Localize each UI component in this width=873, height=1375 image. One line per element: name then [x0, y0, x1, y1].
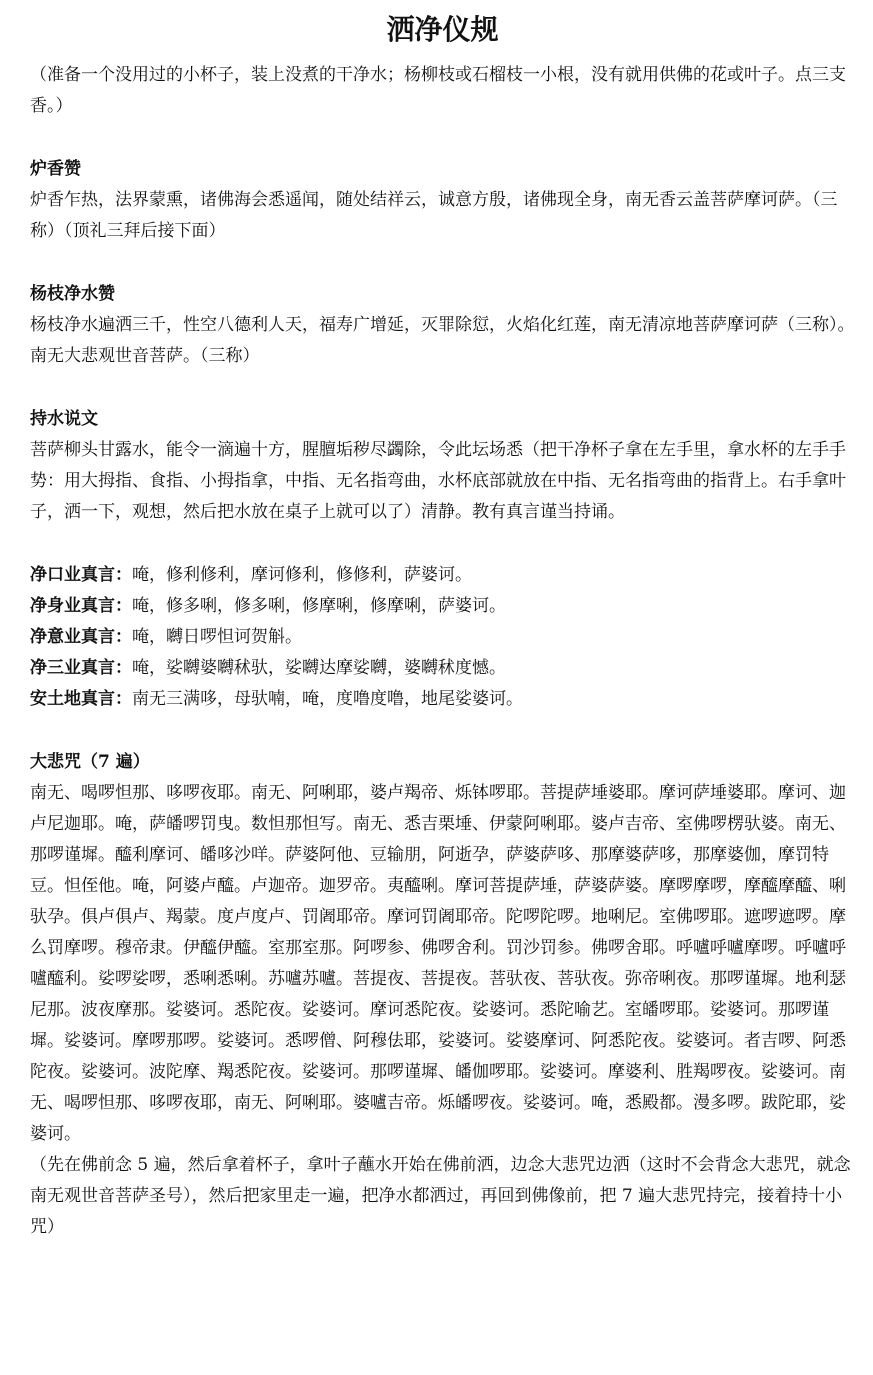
mantra-separator: ： — [115, 658, 132, 678]
section-heading: 大悲咒（7 遍） — [30, 752, 150, 772]
mantra-separator: ： — [115, 596, 132, 616]
page-title: 洒净仪规 — [386, 13, 499, 46]
mantra-text: 唵，修利修利，摩诃修利，修修利，萨婆诃。 — [132, 565, 472, 585]
mantra-line — [30, 591, 855, 622]
mantra-list — [30, 560, 855, 715]
mantra-text: 唵，娑嚩婆嚩秫驮，娑嚩达摩娑嚩，婆嚩秫度憾。 — [132, 658, 506, 678]
section-chishui — [30, 404, 855, 528]
mantra-text: 唵，修多唎，修多唎，修摩唎，修摩唎，萨婆诃。 — [132, 596, 506, 616]
mantra-separator: ： — [115, 627, 132, 647]
section-luxiang — [30, 154, 855, 247]
section-dabei — [30, 747, 855, 1243]
mantra-separator: ： — [115, 565, 132, 585]
dabei-note: （先在佛前念 5 遍，然后拿着杯子，拿叶子蘸水开始在佛前洒，边念大悲咒边洒（这时不会背念大悲咒，就念南无观世音菩萨圣号），然后把家里走一遍，把净水都洒过，再回到佛像前，把 7 遍大悲咒持完，接着持十小咒） — [30, 1155, 851, 1237]
mantra-line — [30, 653, 855, 684]
section-yangzhi — [30, 279, 855, 372]
section-heading: 杨枝净水赞 — [30, 284, 115, 304]
mantra-name: 安土地真言 — [30, 689, 115, 709]
intro-note: （准备一个没用过的小杯子，装上没煮的干净水；杨柳枝或石榴枝一小根，没有就用供佛的花或叶子。点三支香。） — [30, 65, 846, 116]
mantra-line — [30, 622, 855, 653]
section-text: 菩萨柳头甘露水，能令一滴遍十方，腥膻垢秽尽蠲除，令此坛场悉（把干净杯子拿在左手里，拿水杯的左手手势：用大拇指、食指、小拇指拿，中指、无名指弯曲，水杯底部就放在中指、无名指弯曲的指背上。右手拿叶子，洒一下，观想，然后把水放在桌子上就可以了）清静。教有真言谨当持诵。 — [30, 440, 846, 522]
section-text: 炉香乍热，法界蒙熏，诸佛海会悉遥闻，随处结祥云，诚意方殷，诸佛现全身，南无香云盖菩萨摩诃萨。（三称）（顶礼三拜后接下面） — [30, 190, 838, 241]
mantra-name: 净意业真言 — [30, 627, 115, 647]
dabei-text: 南无、喝啰怛那、哆啰夜耶。南无、阿唎耶，婆卢羯帝、烁钵啰耶。菩提萨埵婆耶。摩诃萨埵婆耶。摩诃、迦卢尼迦耶。唵，萨皤啰罚曳。数怛那怛写。南无、悉吉栗埵、伊蒙阿唎耶。婆卢吉帝、室佛啰楞驮婆。南无、那啰谨墀。醯利摩诃、皤哆沙咩。萨婆阿他、豆输朋，阿逝孕，萨婆萨哆、那摩婆萨哆，那摩婆伽，摩罚特豆。怛侄他。唵，阿婆卢醯。卢迦帝。迦罗帝。夷醯唎。摩诃菩提萨埵，萨婆萨婆。摩啰摩啰，摩醯摩醯、唎驮孕。俱卢俱卢、羯蒙。度卢度卢、罚阇耶帝。摩诃罚阇耶帝。陀啰陀啰。地唎尼。室佛啰耶。遮啰遮啰。摩么罚摩啰。穆帝隶。伊醯伊醯。室那室那。阿啰参、佛啰舍利。罚沙罚参。佛啰舍耶。呼嚧呼嚧摩啰。呼嚧呼嚧醯利。娑啰娑啰，悉唎悉唎。苏嚧苏嚧。菩提夜、菩提夜。菩驮夜、菩驮夜。弥帝唎夜。那啰谨墀。地利瑟尼那。波夜摩那。娑婆诃。悉陀夜。娑婆诃。摩诃悉陀夜。娑婆诃。悉陀喻艺。室皤啰耶。娑婆诃。那啰谨墀。娑婆诃。摩啰那啰。娑婆诃。悉啰僧、阿穆佉耶，娑婆诃。娑婆摩诃、阿悉陀夜。娑婆诃。者吉啰、阿悉陀夜。娑婆诃。波陀摩、羯悉陀夜。娑婆诃。那啰谨墀、皤伽啰耶。娑婆诃。摩婆利、胜羯啰夜。娑婆诃。南无、喝啰怛那、哆啰夜耶，南无、阿唎耶。婆嚧吉帝。烁皤啰夜。娑婆诃。唵，悉殿都。漫多啰。跋陀耶，娑婆诃。 — [30, 783, 846, 1144]
mantra-text: 南无三满哆，母驮喃，唵，度噜度噜，地尾娑婆诃。 — [132, 689, 523, 709]
section-text: 杨枝净水遍洒三千，性空八德利人天，福寿广增延，灭罪除愆，火焰化红莲，南无清凉地菩萨摩诃萨（三称）。南无大悲观世音菩萨。（三称） — [30, 315, 855, 366]
mantra-name: 净口业真言 — [30, 565, 115, 585]
section-heading: 炉香赞 — [30, 159, 81, 179]
mantra-line — [30, 560, 855, 591]
mantra-separator: ： — [115, 689, 132, 709]
mantra-name: 净身业真言 — [30, 596, 115, 616]
mantra-text: 唵，嚩日啰怛诃贺斛。 — [132, 627, 302, 647]
mantra-line — [30, 684, 855, 715]
section-heading: 持水说文 — [30, 409, 98, 429]
mantra-name: 净三业真言 — [30, 658, 115, 678]
